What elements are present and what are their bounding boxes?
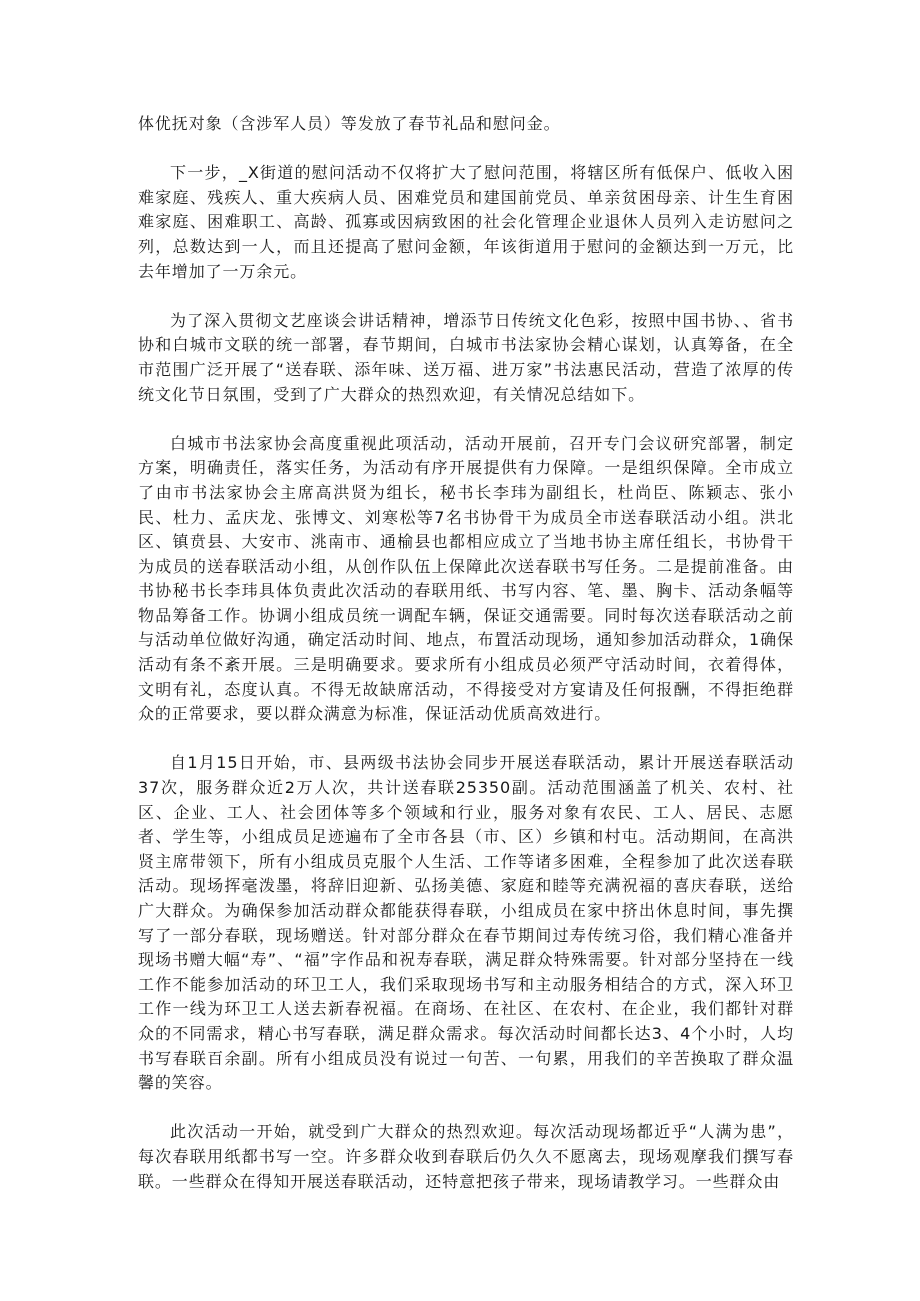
paragraph-1: 体优抚对象（含涉军人员）等发放了春节礼品和慰问金。 <box>138 114 561 133</box>
document-page <box>138 112 794 1219</box>
paragraph-5: 自1月15日开始，市、县两级书法协会同步开展送春联活动，累计开展送春联活动37次，服务群众近2万人次，共计送春联25350副。活动范围涵盖了机关、农村、社区、企业、工人、社会团体等多个领域和行业，服务对象有农民、工人、居民、志愿者、学生等，小组成员足迹遍布了全市各县（市、区）乡镇和村屯。活动期间，在高洪贤主席带领下，所有小组成员克服个人生活、工作等诸多困难，全程参加了此次送春联活动。现场挥毫泼墨，将辞旧迎新、弘扬美德、家庭和睦等充满祝福的喜庆春联，送给广大群众。为确保参加活动群众都能获得春联，小组成员在家中挤出休息时间，事先撰写了一部分春联，现场赠送。针对部分群众在春节期间过寿传统习俗，我们精心准备并现场书赠大幅“寿”、“福”字作品和祝寿春联，满足群众特殊需要。针对部分坚持在一线工作不能参加活动的环卫工人，我们采取现场书写和主动服务相结合的方式，深入环卫工作一线为环卫工人送去新春祝福。在商场、在社区、在农村、在企业，我们都针对群众的不同需求，精心书写春联，满足群众需求。每次活动时间都长达3、4个小时，人均书写春联百余副。所有小组成员没有说过一句苦、一句累，用我们的辛苦换取了群众温馨的笑容。 <box>138 753 794 1093</box>
paragraph-2: 下一步，_X街道的慰问活动不仅将扩大了慰问范围，将辖区所有低保户、低收入困难家庭、残疾人、重大疾病人员、困难党员和建国前党员、单亲贫困母亲、计生生育困难家庭、困难职工、高龄、孤寡或因病致困的社会化管理企业退休人员列入走访慰问之列，总数达到一人，而且还提高了慰问金额，年该街道用于慰问的金额达到一万元，比去年增加了一万余元。 <box>138 163 794 281</box>
paragraph-6: 此次活动一开始，就受到广大群众的热烈欢迎。每次活动现场都近乎“人满为患”，每次春联用纸都书写一空。许多群众收到春联后仍久久不愿离去，现场观摩我们撰写春联。一些群众在得知开展送春联活动，还特意把孩子带来，现场请教学习。一些群众由 <box>138 1122 794 1191</box>
paragraph-3: 为了深入贯彻文艺座谈会讲话精神，增添节日传统文化色彩，按照中国书协、、省书协和白城市文联的统一部署，春节期间，白城市书法家协会精心谋划，认真筹备，在全市范围广泛开展了“送春联、添年味、送万福、进万家”书法惠民活动，营造了浓厚的传统文化节日氛围，受到了广大群众的热烈欢迎，有关情况总结如下。 <box>138 310 794 404</box>
paragraph-4: 白城市书法家协会高度重视此项活动，活动开展前，召开专门会议研究部署，制定方案，明确责任，落实任务，为活动有序开展提供有力保障。一是组织保障。全市成立了由市书法家协会主席高洪贤为组长，秘书长李玮为副组长，杜尚臣、陈颖志、张小民、杜力、孟庆龙、张博文、刘寒松等7名书协骨干为成员全市送春联活动小组。洪北区、镇贲县、大安市、洮南市、通榆县也都相应成立了当地书协主席任组长，书协骨干为成员的送春联活动小组，从创作队伍上保障此次送春联书写任务。二是提前准备。由书协秘书长李玮具体负责此次活动的春联用纸、书写内容、笔、墨、胸卡、活动条幅等物品筹备工作。协调小组成员统一调配车辆，保证交通需要。同时每次送春联活动之前与活动单位做好沟通，确定活动时间、地点，布置活动现场，通知参加活动群众，1确保活动有条不紊开展。三是明确要求。要求所有小组成员必须严守活动时间，衣着得体，文明有礼，态度认真。不得无故缺席活动，不得接受对方宴请及任何报酬，不得拒绝群众的正常要求，要以群众满意为标准，保证活动优质高效进行。 <box>138 433 794 724</box>
